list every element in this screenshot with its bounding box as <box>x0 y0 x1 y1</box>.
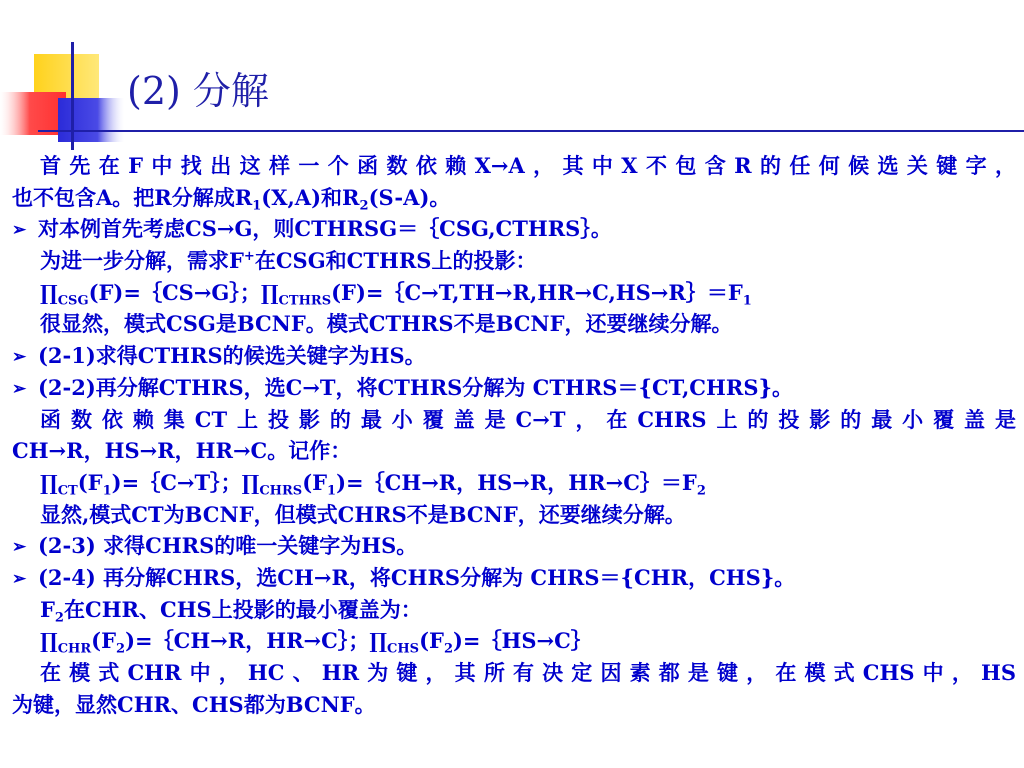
text-line: 首先在F中找出这样一个函数依赖X→A，其中X不包含R的任何候选关键字， <box>40 153 1016 178</box>
formula-line: $\prod_{CHR}(F_2)=\{CH\to R$，HR→C｝；$\prod_{CHS}(F_2)=\{HS\to C\}$ <box>40 628 592 657</box>
arrow-bullet-icon: ➢ <box>12 347 27 368</box>
deco-red-bar <box>0 92 66 135</box>
formula-line: $\prod_{CT}(F_1)=\{C\to T\}$；$\prod_{CHRS}(F_1)=\{CH\to R$，HS→R，$HR\to C\}=F_2$ <box>40 469 706 499</box>
bullet-item: ➢ (2-2)再分解CTHRS，选C→T，将CTHRS分解为 CTHRS＝{CT,CHRS}。 <box>12 372 1016 404</box>
arrow-bullet-icon: ➢ <box>12 378 27 399</box>
text-line: $F_2$在CHR、CHS上投影的最小覆盖为： <box>40 596 422 626</box>
text-line: 也不包含A。把R分解成$R_1(X,A)$和$R_2(S-A)$。 <box>12 184 451 214</box>
slide-title: (2) 分解 <box>127 69 269 113</box>
text-line: 在模式CHR中，HC、HR为键，其所有决定因素都是键，在模式CHS中，HS <box>40 660 1016 685</box>
bullet-item: ➢ (2-1)求得CTHRS的候选关键字为HS。 <box>12 340 1016 372</box>
bullet-item: ➢ 对本例首先考虑CS→G，则CTHRSG＝｛CSG,CTHRS｝。 <box>12 213 1016 245</box>
text-line: 显然,模式CT为BCNF，但模式CHRS不是BCNF，还要继续分解。 <box>40 501 686 527</box>
text-line: 很显然，模式CSG是BCNF。模式CTHRS不是BCNF，还要继续分解。 <box>40 311 733 337</box>
arrow-bullet-icon: ➢ <box>12 220 27 241</box>
title-divider <box>38 130 1024 132</box>
deco-blue-square <box>58 98 124 142</box>
bullet-item: ➢ (2-3) 求得CHRS的唯一关键字为HS。 <box>12 530 1016 562</box>
formula-line: $\prod_{CSG}(F)=\{CS\to G\}$；$\prod_{CTHRS}(F)=\{C\to T,TH\to R,HR\to C,HS\to R\}=F_1$ <box>40 279 752 309</box>
deco-vertical-line <box>71 42 74 150</box>
bullet-item: ➢ (2-4) 再分解CHRS，选CH→R，将CHRS分解为 CHRS＝{CHR，CHS}。 <box>12 562 1016 594</box>
slide-body <box>12 150 1016 720</box>
text-line: 为进一步分解，需求F+在CSG和CTHRS上的投影： <box>40 248 537 274</box>
arrow-bullet-icon: ➢ <box>12 537 27 558</box>
arrow-bullet-icon: ➢ <box>12 568 27 589</box>
text-line: CH→R，HS→R，HR→C。记作： <box>12 438 352 464</box>
text-line: 函数依赖集CT上投影的最小覆盖是C→T，在CHRS上的投影的最小覆盖是 <box>40 406 1016 432</box>
slide-decoration <box>0 0 130 150</box>
text-line: 为键，显然CHR、CHS都为BCNF。 <box>12 691 376 717</box>
